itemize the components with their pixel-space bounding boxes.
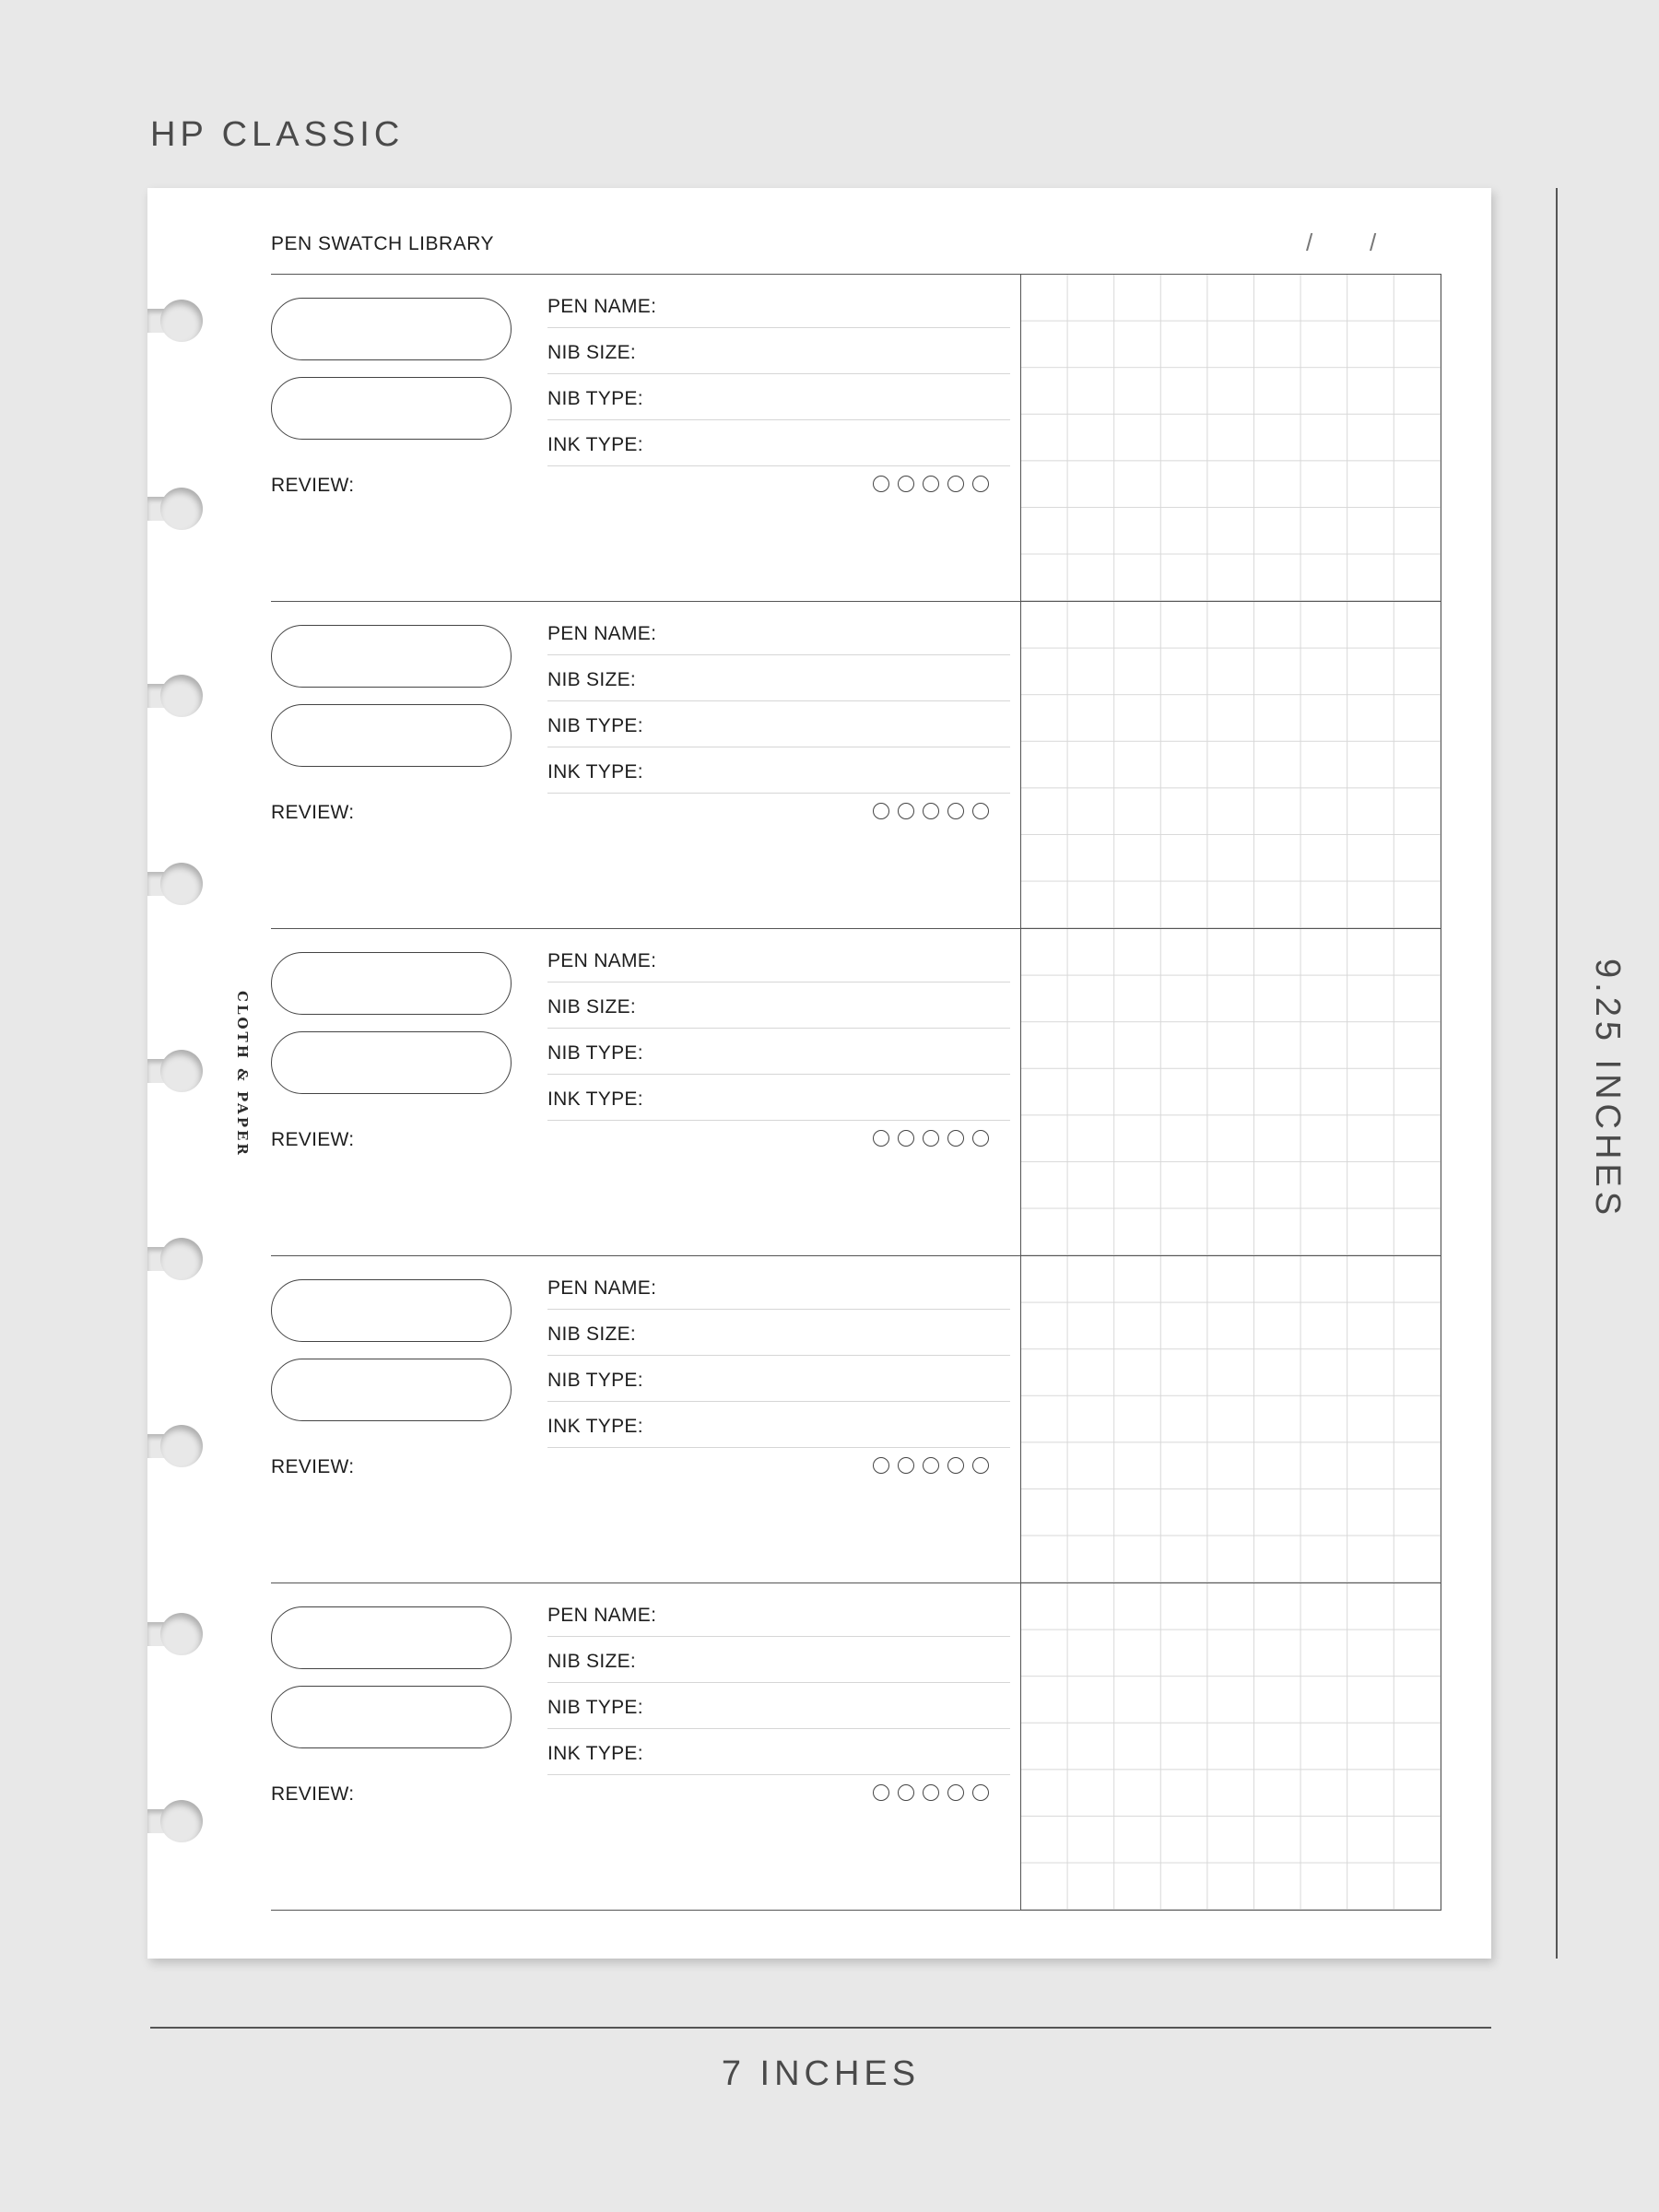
swatch-entry	[271, 275, 1441, 602]
rating-circle[interactable]	[898, 803, 914, 819]
swatch-box[interactable]	[271, 704, 512, 767]
swatch-box[interactable]	[271, 377, 512, 440]
entry-field[interactable]: NIB SIZE:	[547, 1310, 1010, 1356]
entry-field[interactable]: NIB TYPE:	[547, 374, 1010, 420]
date-separator: /	[1306, 229, 1313, 256]
swatch-grid[interactable]	[1020, 1256, 1441, 1583]
swatch-grid[interactable]	[1020, 275, 1441, 601]
swatch-box[interactable]	[271, 1606, 512, 1669]
rating-circle[interactable]	[873, 1784, 889, 1801]
rating-circle[interactable]	[972, 476, 989, 492]
rating-circle[interactable]	[972, 1457, 989, 1474]
review-label: REVIEW:	[271, 475, 355, 496]
rating-circle[interactable]	[923, 1130, 939, 1147]
review-label: REVIEW:	[271, 1456, 355, 1477]
rating-circle[interactable]	[972, 1130, 989, 1147]
rating-circle[interactable]	[972, 803, 989, 819]
rating-circle[interactable]	[873, 803, 889, 819]
swatch-grid[interactable]	[1020, 602, 1441, 928]
swatch-box[interactable]	[271, 298, 512, 360]
rating-circles	[873, 476, 989, 492]
swatch-box[interactable]	[271, 1031, 512, 1094]
swatch-box[interactable]	[271, 952, 512, 1015]
entry-field[interactable]: NIB SIZE:	[547, 982, 1010, 1029]
entry-field[interactable]: INK TYPE:	[547, 1402, 1010, 1448]
entry-field[interactable]: PEN NAME:	[547, 1591, 1010, 1637]
rating-circle[interactable]	[947, 1130, 964, 1147]
rating-circle[interactable]	[923, 1784, 939, 1801]
entry-field[interactable]: INK TYPE:	[547, 1075, 1010, 1121]
rating-circle[interactable]	[923, 803, 939, 819]
review-label: REVIEW:	[271, 1783, 355, 1805]
swatch-box[interactable]	[271, 1279, 512, 1342]
entry-field[interactable]: NIB SIZE:	[547, 1637, 1010, 1683]
rating-circles	[873, 1130, 989, 1147]
width-dimension-line	[150, 2027, 1491, 2029]
entry-field[interactable]: NIB TYPE:	[547, 1683, 1010, 1729]
rating-circle[interactable]	[923, 1457, 939, 1474]
rating-circle[interactable]	[898, 1784, 914, 1801]
rating-circle[interactable]	[873, 1130, 889, 1147]
swatch-box[interactable]	[271, 1686, 512, 1748]
rating-circles	[873, 1784, 989, 1801]
entry-field[interactable]: INK TYPE:	[547, 1729, 1010, 1775]
rating-circle[interactable]	[947, 1457, 964, 1474]
sheet-title: PEN SWATCH LIBRARY	[271, 233, 494, 254]
rating-circle[interactable]	[898, 1130, 914, 1147]
rating-circle[interactable]	[873, 476, 889, 492]
height-dimension-label: 9.25 INCHES	[1588, 959, 1627, 1220]
entry-field[interactable]: PEN NAME:	[547, 936, 1010, 982]
entry-field[interactable]: NIB TYPE:	[547, 1356, 1010, 1402]
entry-field[interactable]: NIB TYPE:	[547, 1029, 1010, 1075]
swatch-grid[interactable]	[1020, 929, 1441, 1255]
swatch-box[interactable]	[271, 625, 512, 688]
swatch-entry	[271, 1583, 1441, 1911]
entry-field[interactable]: NIB SIZE:	[547, 655, 1010, 701]
swatch-box[interactable]	[271, 1359, 512, 1421]
swatch-entry	[271, 602, 1441, 929]
swatch-entries	[271, 274, 1441, 1911]
page-label: HP CLASSIC	[150, 115, 405, 154]
rating-circles	[873, 1457, 989, 1474]
entry-field[interactable]: PEN NAME:	[547, 1264, 1010, 1310]
rating-circle[interactable]	[947, 476, 964, 492]
entry-field[interactable]: NIB SIZE:	[547, 328, 1010, 374]
entry-field[interactable]: INK TYPE:	[547, 747, 1010, 794]
entry-field[interactable]: NIB TYPE:	[547, 701, 1010, 747]
swatch-entry	[271, 1256, 1441, 1583]
entry-field[interactable]: PEN NAME:	[547, 609, 1010, 655]
rating-circle[interactable]	[972, 1784, 989, 1801]
rating-circle[interactable]	[898, 1457, 914, 1474]
brand-mark: CLOTH & PAPER	[234, 991, 251, 1158]
height-dimension-line	[1556, 188, 1558, 1959]
date-separator: /	[1370, 229, 1377, 256]
entry-field[interactable]: PEN NAME:	[547, 282, 1010, 328]
rating-circle[interactable]	[947, 803, 964, 819]
review-label: REVIEW:	[271, 802, 355, 823]
swatch-entry	[271, 929, 1441, 1256]
entry-field[interactable]: INK TYPE:	[547, 420, 1010, 466]
review-label: REVIEW:	[271, 1129, 355, 1150]
swatch-grid[interactable]	[1020, 1583, 1441, 1910]
rating-circle[interactable]	[898, 476, 914, 492]
rating-circle[interactable]	[923, 476, 939, 492]
rating-circle[interactable]	[947, 1784, 964, 1801]
rating-circles	[873, 803, 989, 819]
rating-circle[interactable]	[873, 1457, 889, 1474]
width-dimension-label: 7 INCHES	[721, 2054, 921, 2093]
